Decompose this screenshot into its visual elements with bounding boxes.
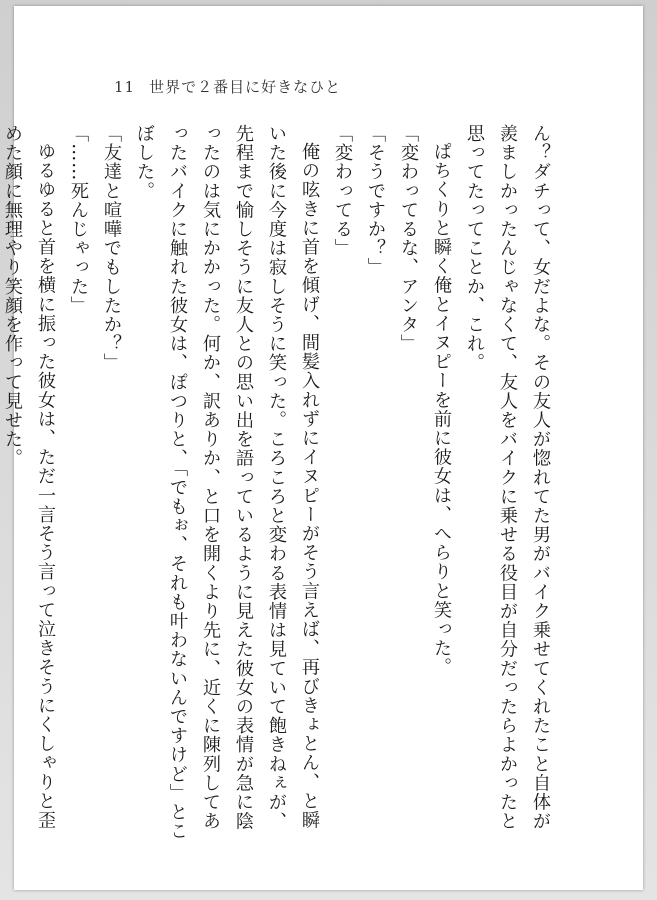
dialogue-line: 「変わってるな、アンタ」 [398,124,419,354]
paragraph: ゆるゆると首を横に振った彼女は、ただ一言そう言って泣きそうにくしゃりと歪めた顔に無理やり笑顔を作って見せた。 [2,124,56,830]
running-header [114,76,341,97]
paragraph: 俺の呟きに首を傾げ、間髪入れずにイヌピーがそう言えば、再びきょとん、と瞬いた後に今度は寂しそうに笑った。ころころと変わる表情は見ていて飽きねぇが、先程まで愉しそうに友人との思い出を語っているように見えた彼女の表情が急に陰ったのは気にかかった。何か、訳ありか、と口を開くより先に、近くに陳列してあったバイクに触れた彼女は、ぽつりと、「でもぉ、それも叶わないんですけど」とこぼした。 [134,124,320,841]
body-text [0,124,557,844]
dialogue-line: 「そうですか？」 [365,124,386,277]
book-page [2,6,643,890]
dialogue-line: 「友達と喧嘩でもしたか？」 [101,124,122,373]
dialogue-line: 「……死んじゃった」 [68,124,89,315]
page-number: 11 [114,78,136,96]
dialogue-line: 「変わってる」 [332,124,353,258]
paragraph: ん？ダチって、女だよな。その友人が惚れてた男がバイク乗せてくれたこと自体が羨ましかったんじゃなくて、友人をバイクに乗せる役目が自分だったらよかったと思ってたってことか、これ。 [464,124,551,831]
chapter-title: 世界で２番目に好きなひと [149,78,342,96]
paragraph: ぱちくりと瞬く俺とイヌピーを前に彼女は、へらりと笑った。 [431,142,452,677]
